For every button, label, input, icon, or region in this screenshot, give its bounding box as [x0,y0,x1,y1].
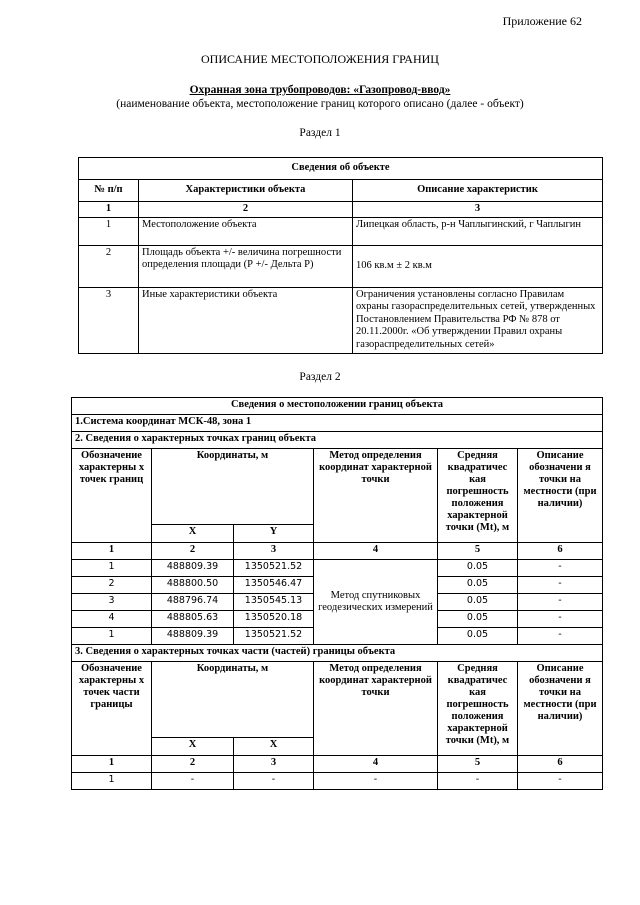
point-desc: - [518,611,603,628]
method-cell: Метод спутниковых геодезических измерений [314,560,438,645]
table1-row-num: 1 [79,217,139,245]
point-y: 1350545.13 [234,594,314,611]
document-title: ОПИСАНИЕ МЕСТОПОЛОЖЕНИЯ ГРАНИЦ [201,52,439,66]
section2-label: Раздел 2 [299,371,341,383]
point-number: 2 [72,577,152,594]
part-point-number: 1 [72,773,152,790]
header-x: X [152,525,234,543]
table2-title: Сведения о местоположении границ объекта [72,398,603,415]
object-title: «Газопровод-ввод» [353,84,451,96]
subsection3-title: 3. Сведения о характерных точках части (частей) границы объекта [72,645,603,662]
header-error: Средняя квадратичес кая погрешность положения характерной точки (Mt), м [438,449,518,543]
table1-row-value: Ограничения установлены согласно Правилам охраны газораспределительных сетей, утвержденных Постановлением Правительства РФ № 878 от 20.11.2000г. «Об утверждении Правил охраны газораспределительных сетей» [353,287,603,353]
table1-row-name: Площадь объекта +/- величина погрешности определения площади (Р +/- Дельта Р) [139,245,353,287]
table2-colnum: 5 [438,756,518,773]
point-mt: 0.05 [438,611,518,628]
point-x: 488796.74 [152,594,234,611]
point-y: 1350521.52 [234,560,314,577]
object-note: (наименование объекта, местоположение границ которого описано (далее - объект) [116,98,524,110]
point-desc: - [518,628,603,645]
table1-row-value: Липецкая область, р-н Чаплыгинский, г Чаплыгин [353,217,603,245]
table1-row-num: 3 [79,287,139,353]
header-desc: Описание обозначени я точки на местности (при наличии) [518,662,603,756]
point-x: 488800.50 [152,577,234,594]
header-point: Обозначение характерны х точек части границы [72,662,152,756]
header-method: Метод определения координат характерной точки [314,449,438,543]
table1-row-num: 2 [79,245,139,287]
point-desc: - [518,560,603,577]
table1-row-name: Местоположение объекта [139,217,353,245]
header-desc: Описание обозначени я точки на местности (при наличии) [518,449,603,543]
header-point: Обозначение характерны х точек границ [72,449,152,543]
object-name [0,84,640,96]
header-x: X [234,738,314,756]
table1-title: Сведения об объекте [79,158,603,180]
point-mt: 0.05 [438,577,518,594]
table2-colnum: 1 [72,543,152,560]
object-info-table [78,157,603,354]
table2-colnum: 2 [152,543,234,560]
point-desc: - [518,594,603,611]
point-number: 4 [72,611,152,628]
point-x: 488809.39 [152,560,234,577]
table1-colnum-1: 1 [79,202,139,218]
header-method: Метод определения координат характерной точки [314,662,438,756]
table2-colnum: 4 [314,756,438,773]
header-coords: Координаты, м [152,662,314,738]
part-point-desc: - [518,773,603,790]
table2-colnum: 4 [314,543,438,560]
point-mt: 0.05 [438,560,518,577]
table1-colnum-3: 3 [353,202,603,218]
point-y: 1350521.52 [234,628,314,645]
header-coords: Координаты, м [152,449,314,525]
table2-colnum: 5 [438,543,518,560]
point-number: 1 [72,628,152,645]
table2-colnum: 3 [234,543,314,560]
header-x: X [152,738,234,756]
table1-row-value: 106 кв.м ± 2 кв.м [353,245,603,287]
table2-colnum: 1 [72,756,152,773]
table1-header-desc: Описание характеристик [353,180,603,202]
table1-header-name: Характеристики объекта [139,180,353,202]
table1-header-num: № п/п [79,180,139,202]
object-prefix: Охранная зона трубопроводов: [189,84,354,96]
point-x: 488805.63 [152,611,234,628]
point-mt: 0.05 [438,628,518,645]
table2-colnum: 6 [518,543,603,560]
header-error: Средняя квадратичес кая погрешность положения характерной точки (Mt), м [438,662,518,756]
table1-row-name: Иные характеристики объекта [139,287,353,353]
point-number: 3 [72,594,152,611]
subsection2-title: 2. Сведения о характерных точках границ объекта [72,432,603,449]
coordinate-system: 1.Система координат МСК-48, зона 1 [72,415,603,432]
table2-colnum: 2 [152,756,234,773]
point-mt: 0.05 [438,594,518,611]
point-y: 1350546.47 [234,577,314,594]
appendix-label: Приложение 62 [502,14,582,28]
table2-colnum: 6 [518,756,603,773]
section1-label: Раздел 1 [299,127,341,139]
table1-colnum-2: 2 [139,202,353,218]
point-desc: - [518,577,603,594]
part-point-y: - [234,773,314,790]
point-x: 488809.39 [152,628,234,645]
part-point-method: - [314,773,438,790]
point-number: 1 [72,560,152,577]
header-y: Y [234,525,314,543]
boundary-table [71,397,603,790]
point-y: 1350520.18 [234,611,314,628]
part-point-x: - [152,773,234,790]
part-point-mt: - [438,773,518,790]
table2-colnum: 3 [234,756,314,773]
